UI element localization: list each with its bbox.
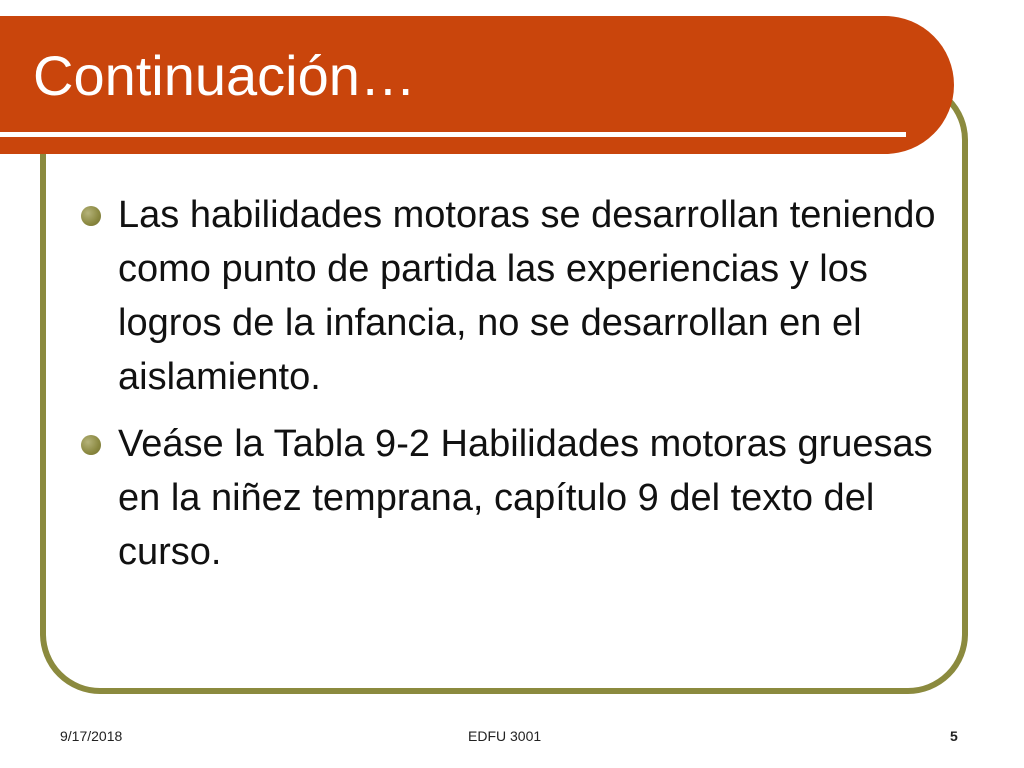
bullet-text: Las habilidades motoras se desarrollan teniendo como punto de partida las experiencias y los logros de la infancia, no se desarrollan en el aislamiento. — [118, 194, 936, 398]
bullet-text: Veáse la Tabla 9-2 Habilidades motoras gruesas en la niñez temprana, capítulo 9 del texto del curso. — [118, 423, 933, 573]
footer-page-number: 5 — [950, 728, 958, 744]
bullet-item — [80, 417, 940, 579]
bullet-item — [80, 188, 940, 404]
title-underline — [0, 132, 906, 137]
bullet-list — [80, 188, 940, 592]
footer-course: EDFU 3001 — [468, 728, 542, 744]
footer-date: 9/17/2018 — [60, 728, 123, 744]
bullet-dot-icon — [81, 206, 101, 226]
slide-title: Continuación… — [33, 44, 416, 107]
bullet-dot-icon — [81, 435, 101, 455]
